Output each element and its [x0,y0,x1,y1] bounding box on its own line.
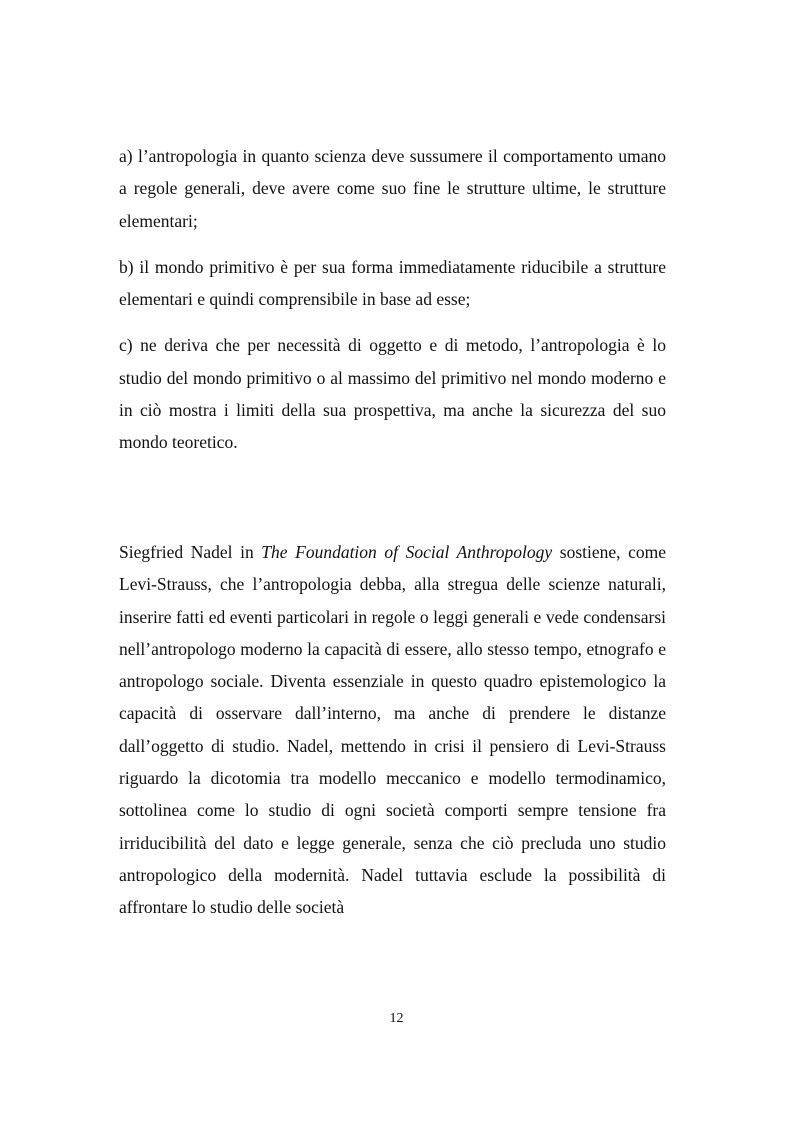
enumerated-points [119,140,666,473]
page-number: 12 [389,1011,404,1026]
body-paragraph [119,536,666,924]
book-title: The Foundation of Social Anthropology [261,542,553,562]
list-item-c: c) ne deriva che per necessità di oggetto e di metodo, l’antropologia è lo studio del mondo primitivo o al massimo del primitivo nel mondo moderno e in ciò mostra i limiti della sua prospettiva, ma anche la sicurezza del suo mondo teoretico. [119,335,666,453]
list-item-b: b) il mondo primitivo è per sua forma immediatamente riducibile a strutture elementari e quindi comprensibile in base ad esse; [119,256,666,310]
body-text-continuation: sostiene, come Levi-Strauss, che l’antropologia debba, alla stregua delle scienze naturali, inserire fatti ed eventi particolari in regole o leggi generali e vede condensarsi nell’antropologo moderno la capacità di essere, allo stesso tempo, etnografo e antropologo sociale. Diventa essenziale in questo quadro epistemologico la capacità di osservare dall’interno, ma anche di prendere le distanze dall’oggetto di studio. Nadel, mettendo in crisi il pensiero di Levi-Strauss riguardo la dicotomia tra modello meccanico e modello termodinamico, sottolinea come lo studio di ogni società comporti sempre tensione fra irriducibilità del dato e legge generale, senza che ciò precluda uno studio antropologico della modernità. Nadel tuttavia esclude la possibilità di affrontare lo studio delle società [119,542,667,918]
body-text-intro: Siegfried Nadel in [119,542,262,562]
body-text [119,536,666,924]
list-item-a: a) l’antropologia in quanto scienza deve sussumere il comportamento umano a regole generali, deve avere come suo fine le strutture ultime, le strutture elementari; [119,146,666,231]
